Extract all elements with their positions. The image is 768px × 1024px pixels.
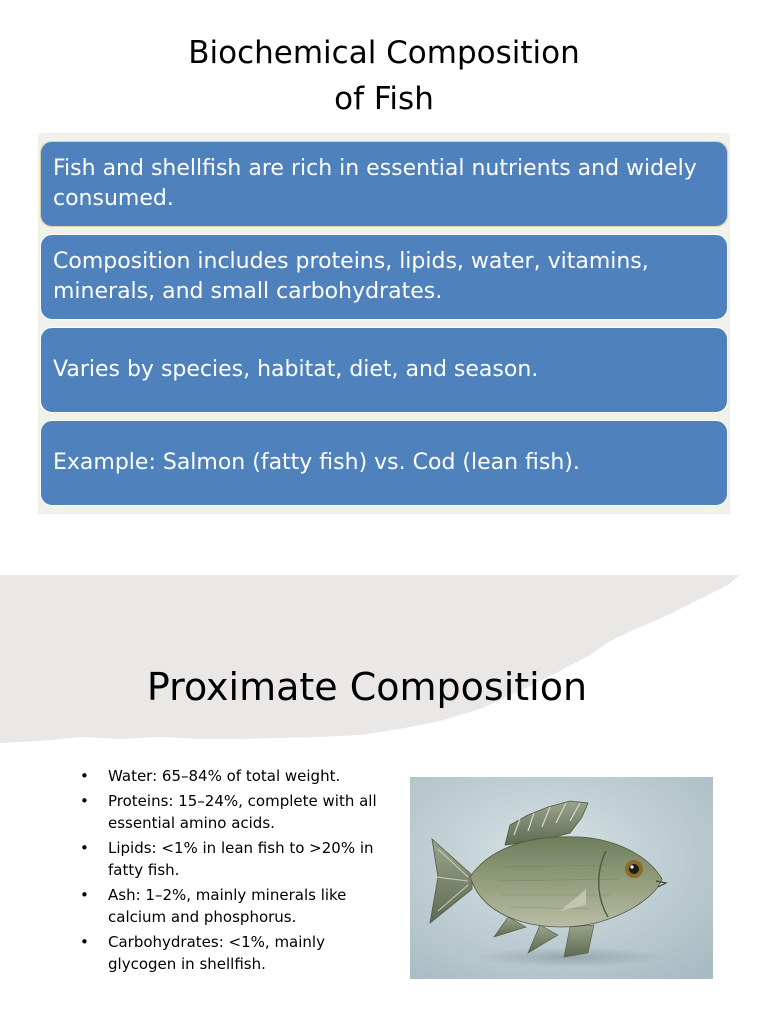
list-item-text: Proteins: 15–24%, complete with all xyxy=(108,792,377,810)
list-item-text: Composition includes proteins, lipids, water, vitamins, xyxy=(53,249,649,274)
bullet-icon: • xyxy=(80,767,89,785)
list-item xyxy=(78,884,378,928)
list-item xyxy=(40,420,728,506)
list-item-text: essential amino acids. xyxy=(108,814,275,832)
slide-proximate-composition xyxy=(0,575,768,1024)
fish-photo xyxy=(410,777,713,979)
bullet-icon: • xyxy=(80,886,89,904)
slide-title xyxy=(0,30,768,122)
bullet-icon: • xyxy=(80,839,89,857)
bullet-list xyxy=(78,765,378,978)
list-item xyxy=(40,141,728,227)
list-item xyxy=(78,765,378,787)
list-item xyxy=(40,327,728,413)
list-item-text: Fish and shellfish are rich in essential nutrients and widely xyxy=(53,156,697,181)
list-item xyxy=(40,234,728,320)
slide-title: Proximate Composition xyxy=(146,665,588,709)
list-item-text: Varies by species, habitat, diet, and season. xyxy=(53,357,539,382)
list-item xyxy=(78,790,378,834)
list-item-text: Lipids: <1% in lean fish to >20% in xyxy=(108,839,374,857)
list-item-text: Example: Salmon (fatty fish) vs. Cod (lean fish). xyxy=(53,450,580,475)
list-item-text: consumed. xyxy=(53,186,174,211)
slide-title-line-1: Biochemical Composition xyxy=(188,35,580,71)
bullet-icon: • xyxy=(80,933,89,951)
list-item-text: glycogen in shellfish. xyxy=(108,955,266,973)
smartart-list xyxy=(38,133,730,514)
list-item-text: Carbohydrates: <1%, mainly xyxy=(108,933,325,951)
list-item-text: calcium and phosphorus. xyxy=(108,908,297,926)
list-item xyxy=(78,931,378,975)
list-item-text: fatty fish. xyxy=(108,861,180,879)
list-item-text: Water: 65–84% of total weight. xyxy=(108,767,341,785)
bullet-icon: • xyxy=(80,792,89,810)
list-item xyxy=(78,837,378,881)
list-item-text: Ash: 1–2%, mainly minerals like xyxy=(108,886,347,904)
list-item-text: minerals, and small carbohydrates. xyxy=(53,279,443,304)
slide-title-line-2: of Fish xyxy=(334,81,434,117)
